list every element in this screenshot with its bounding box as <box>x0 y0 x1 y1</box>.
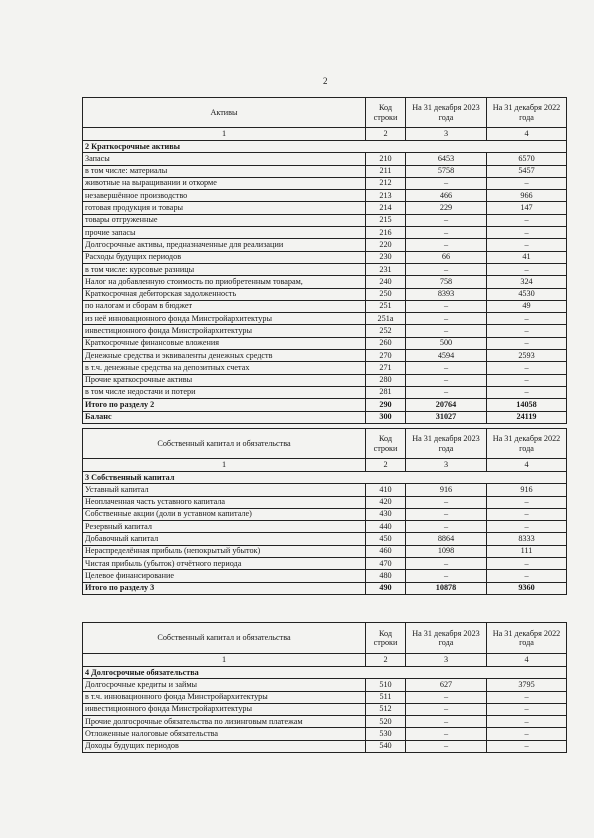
column-index-cell: 2 <box>366 654 406 667</box>
value-2022: – <box>487 313 567 325</box>
row-label: Долгосрочные кредиты и займы <box>83 679 366 691</box>
row-label: Целевое финансирование <box>83 570 366 582</box>
total-row <box>83 399 567 411</box>
value-2023: – <box>406 374 487 386</box>
column-index-row <box>83 459 567 472</box>
value-2022: – <box>487 728 567 740</box>
value-2022: – <box>487 558 567 570</box>
row-label: Резервный капитал <box>83 521 366 533</box>
table-row <box>83 300 567 312</box>
table-row <box>83 558 567 570</box>
value-2023: 5758 <box>406 165 487 177</box>
total-label: Итого по разделу 3 <box>83 582 366 594</box>
column-index-cell: 2 <box>366 459 406 472</box>
row-code: 212 <box>366 177 406 189</box>
total-2023: 10878 <box>406 582 487 594</box>
row-code: 210 <box>366 153 406 165</box>
table-row <box>83 325 567 337</box>
value-2022: 4530 <box>487 288 567 300</box>
column-index-cell: 1 <box>83 128 366 141</box>
row-code: 450 <box>366 533 406 545</box>
value-2022: – <box>487 386 567 398</box>
column-index-row <box>83 654 567 667</box>
value-2022: – <box>487 374 567 386</box>
value-2022: – <box>487 508 567 520</box>
row-label: Расходы будущих периодов <box>83 251 366 263</box>
total-label: Баланс <box>83 411 366 423</box>
value-2022: – <box>487 362 567 374</box>
row-label: Краткосрочная дебиторская задолженность <box>83 288 366 300</box>
value-2022: – <box>487 691 567 703</box>
row-label: Долгосрочные активы, предназначенные для реализации <box>83 239 366 251</box>
header-cell: Код строки <box>366 429 406 459</box>
header-cell: Собственный капитал и обязательства <box>83 429 366 459</box>
value-2022: – <box>487 214 567 226</box>
value-2022: 111 <box>487 545 567 557</box>
total-2022: 9360 <box>487 582 567 594</box>
row-label: по налогам и сборам в бюджет <box>83 300 366 312</box>
value-2022: 966 <box>487 190 567 202</box>
row-label: Налог на добавленную стоимость по приобретенным товарам, <box>83 276 366 288</box>
row-label: инвестиционного фонда Минстройархитектуры <box>83 703 366 715</box>
total-label: Итого по разделу 2 <box>83 399 366 411</box>
table-row <box>83 153 567 165</box>
section-title-row <box>83 472 567 484</box>
row-code: 260 <box>366 337 406 349</box>
value-2022: – <box>487 521 567 533</box>
value-2023: – <box>406 214 487 226</box>
section-title: 4 Долгосрочные обязательства <box>83 667 567 679</box>
value-2023: 916 <box>406 484 487 496</box>
table-row <box>83 716 567 728</box>
column-index-cell: 3 <box>406 654 487 667</box>
row-code: 230 <box>366 251 406 263</box>
table-row <box>83 533 567 545</box>
value-2022: 8333 <box>487 533 567 545</box>
header-cell: Код строки <box>366 623 406 654</box>
table-row <box>83 214 567 226</box>
header-cell: Код строки <box>366 98 406 128</box>
table-row <box>83 165 567 177</box>
row-label: в т.ч. инновационного фонда Минстройархитектуры <box>83 691 366 703</box>
row-label: Уставный капитал <box>83 484 366 496</box>
column-index-cell: 1 <box>83 459 366 472</box>
value-2023: – <box>406 325 487 337</box>
value-2023: 500 <box>406 337 487 349</box>
row-label: Собственные акции (доли в уставном капитале) <box>83 508 366 520</box>
table-row <box>83 545 567 557</box>
total-2022: 14058 <box>487 399 567 411</box>
table-row <box>83 496 567 508</box>
row-label: в т.ч. денежные средства на депозитных счетах <box>83 362 366 374</box>
value-2022: 147 <box>487 202 567 214</box>
table-row <box>83 313 567 325</box>
value-2022: – <box>487 703 567 715</box>
value-2022: – <box>487 740 567 752</box>
row-code: 520 <box>366 716 406 728</box>
row-label: Добавочный капитал <box>83 533 366 545</box>
value-2022: 49 <box>487 300 567 312</box>
row-label: из неё инновационного фонда Минстройархитектуры <box>83 313 366 325</box>
total-2022: 24119 <box>487 411 567 423</box>
row-label: в том числе недостачи и потери <box>83 386 366 398</box>
header-cell: На 31 декабря 2022 года <box>487 98 567 128</box>
section-title: 2 Краткосрочные активы <box>83 141 567 153</box>
value-2022: – <box>487 496 567 508</box>
row-code: 250 <box>366 288 406 300</box>
value-2023: 6453 <box>406 153 487 165</box>
long-term-liabilities-table <box>82 622 567 753</box>
table-row <box>83 740 567 752</box>
header-row <box>83 623 567 654</box>
short-term-assets-table <box>82 97 567 424</box>
row-label: Прочие долгосрочные обязательства по лизинговым платежам <box>83 716 366 728</box>
table-row <box>83 251 567 263</box>
row-code: 252 <box>366 325 406 337</box>
value-2022: 6570 <box>487 153 567 165</box>
column-index-cell: 4 <box>487 654 567 667</box>
row-code: 540 <box>366 740 406 752</box>
column-index-row <box>83 128 567 141</box>
row-code: 440 <box>366 521 406 533</box>
row-label: прочие запасы <box>83 227 366 239</box>
column-index-cell: 3 <box>406 128 487 141</box>
value-2022: 3795 <box>487 679 567 691</box>
value-2023: 758 <box>406 276 487 288</box>
value-2023: – <box>406 703 487 715</box>
value-2023: – <box>406 570 487 582</box>
value-2023: 1098 <box>406 545 487 557</box>
total-code: 490 <box>366 582 406 594</box>
table-row <box>83 679 567 691</box>
row-label: Запасы <box>83 153 366 165</box>
table-row <box>83 276 567 288</box>
value-2023: – <box>406 558 487 570</box>
table-row <box>83 227 567 239</box>
row-label: в том числе: курсовые разницы <box>83 263 366 275</box>
value-2022: – <box>487 177 567 189</box>
header-cell: Собственный капитал и обязательства <box>83 623 366 654</box>
equity-table <box>82 428 567 595</box>
row-code: 480 <box>366 570 406 582</box>
row-code: 410 <box>366 484 406 496</box>
row-label: Краткосрочные финансовые вложения <box>83 337 366 349</box>
value-2022: – <box>487 239 567 251</box>
row-code: 511 <box>366 691 406 703</box>
row-label: Отложенные налоговые обязательства <box>83 728 366 740</box>
total-row <box>83 582 567 594</box>
value-2022: – <box>487 227 567 239</box>
row-label: готовая продукция и товары <box>83 202 366 214</box>
row-code: 215 <box>366 214 406 226</box>
header-cell: На 31 декабря 2022 года <box>487 623 567 654</box>
table-row <box>83 703 567 715</box>
table-row <box>83 691 567 703</box>
header-cell: На 31 декабря 2023 года <box>406 98 487 128</box>
value-2023: 627 <box>406 679 487 691</box>
value-2023: 229 <box>406 202 487 214</box>
table-row <box>83 263 567 275</box>
section-title-row <box>83 141 567 153</box>
row-code: 510 <box>366 679 406 691</box>
total-code: 290 <box>366 399 406 411</box>
row-label: Прочие краткосрочные активы <box>83 374 366 386</box>
value-2022: – <box>487 570 567 582</box>
column-index-cell: 4 <box>487 128 567 141</box>
table-row <box>83 521 567 533</box>
row-label: незавершённое производство <box>83 190 366 202</box>
value-2022: 916 <box>487 484 567 496</box>
value-2023: – <box>406 508 487 520</box>
header-row <box>83 429 567 459</box>
value-2023: – <box>406 239 487 251</box>
table-row <box>83 350 567 362</box>
row-code: 213 <box>366 190 406 202</box>
table-row <box>83 190 567 202</box>
value-2022: 41 <box>487 251 567 263</box>
value-2023: – <box>406 496 487 508</box>
value-2023: – <box>406 691 487 703</box>
row-label: Неоплаченная часть уставного капитала <box>83 496 366 508</box>
value-2022: – <box>487 325 567 337</box>
value-2023: – <box>406 728 487 740</box>
table-row <box>83 362 567 374</box>
row-code: 281 <box>366 386 406 398</box>
row-code: 214 <box>366 202 406 214</box>
row-code: 420 <box>366 496 406 508</box>
row-code: 231 <box>366 263 406 275</box>
section-title-row <box>83 667 567 679</box>
value-2023: – <box>406 263 487 275</box>
header-cell: На 31 декабря 2022 года <box>487 429 567 459</box>
value-2023: 8393 <box>406 288 487 300</box>
table-row <box>83 374 567 386</box>
row-label: Чистая прибыль (убыток) отчётного периода <box>83 558 366 570</box>
row-code: 530 <box>366 728 406 740</box>
page-number: 2 <box>323 76 328 86</box>
row-code: 460 <box>366 545 406 557</box>
row-label: Нераспределённая прибыль (непокрытый убыток) <box>83 545 366 557</box>
value-2023: – <box>406 313 487 325</box>
row-code: 251 <box>366 300 406 312</box>
total-2023: 31027 <box>406 411 487 423</box>
row-code: 220 <box>366 239 406 251</box>
value-2023: 66 <box>406 251 487 263</box>
row-label: товары отгруженные <box>83 214 366 226</box>
column-index-cell: 3 <box>406 459 487 472</box>
header-row <box>83 98 567 128</box>
table-row <box>83 288 567 300</box>
table-row <box>83 386 567 398</box>
table-row <box>83 484 567 496</box>
row-label: инвестиционного фонда Минстройархитектуры <box>83 325 366 337</box>
value-2022: – <box>487 337 567 349</box>
row-code: 251а <box>366 313 406 325</box>
value-2023: 466 <box>406 190 487 202</box>
table-row <box>83 728 567 740</box>
row-label: в том числе: материалы <box>83 165 366 177</box>
total-2023: 20764 <box>406 399 487 411</box>
value-2022: 324 <box>487 276 567 288</box>
value-2023: – <box>406 386 487 398</box>
table-row <box>83 337 567 349</box>
row-code: 271 <box>366 362 406 374</box>
column-index-cell: 4 <box>487 459 567 472</box>
value-2023: 4594 <box>406 350 487 362</box>
row-code: 430 <box>366 508 406 520</box>
row-code: 240 <box>366 276 406 288</box>
value-2023: – <box>406 362 487 374</box>
value-2023: – <box>406 716 487 728</box>
column-index-cell: 1 <box>83 654 366 667</box>
column-index-cell: 2 <box>366 128 406 141</box>
row-code: 470 <box>366 558 406 570</box>
table-row <box>83 177 567 189</box>
total-row <box>83 411 567 423</box>
value-2022: 5457 <box>487 165 567 177</box>
section-title: 3 Собственный капитал <box>83 472 567 484</box>
header-cell: Активы <box>83 98 366 128</box>
row-label: животные на выращивании и откорме <box>83 177 366 189</box>
value-2022: 2593 <box>487 350 567 362</box>
total-code: 300 <box>366 411 406 423</box>
row-code: 216 <box>366 227 406 239</box>
value-2023: – <box>406 300 487 312</box>
value-2023: – <box>406 740 487 752</box>
value-2022: – <box>487 716 567 728</box>
header-cell: На 31 декабря 2023 года <box>406 623 487 654</box>
header-cell: На 31 декабря 2023 года <box>406 429 487 459</box>
row-code: 211 <box>366 165 406 177</box>
value-2022: – <box>487 263 567 275</box>
row-label: Денежные средства и эквиваленты денежных средств <box>83 350 366 362</box>
row-code: 512 <box>366 703 406 715</box>
table-row <box>83 508 567 520</box>
row-code: 280 <box>366 374 406 386</box>
value-2023: 8864 <box>406 533 487 545</box>
value-2023: – <box>406 177 487 189</box>
row-label: Доходы будущих периодов <box>83 740 366 752</box>
table-row <box>83 202 567 214</box>
table-row <box>83 239 567 251</box>
value-2023: – <box>406 521 487 533</box>
value-2023: – <box>406 227 487 239</box>
table-row <box>83 570 567 582</box>
row-code: 270 <box>366 350 406 362</box>
